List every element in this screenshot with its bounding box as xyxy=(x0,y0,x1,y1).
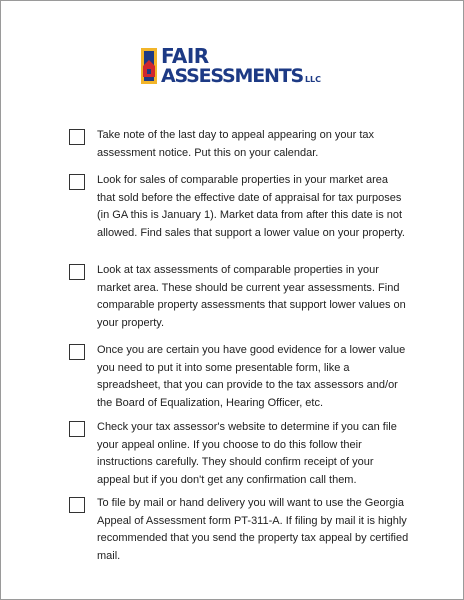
checklist-item-text: Look at tax assessments of comparable properties in your market area. These should be current year assessments. Find comparable property assessments that support lower values on your property. xyxy=(97,264,406,329)
checkbox[interactable] xyxy=(69,174,85,190)
checkbox[interactable] xyxy=(69,344,85,360)
checklist-item-text: Check your tax assessor's website to determine if you can file your appeal online. If you choose to do this follow their instructions carefully. They should confirm receipt of your appeal but if you don't get any confirmation call them. xyxy=(97,421,397,486)
logo-text-fair: FAIR xyxy=(161,44,209,68)
logo-text-llc: LLC xyxy=(304,75,322,84)
checkbox[interactable] xyxy=(69,497,85,513)
house-logo-icon xyxy=(139,46,159,86)
checklist-item-text: Look for sales of comparable properties in your market area that sold before the effective date of appraisal for tax purposes (in GA this is January 1). Market data from after this date is not allowed. Find sales that support a lower value on your property. xyxy=(97,174,405,239)
checklist-item-text: Once you are certain you have good evidence for a lower value you need to put it into some presentable form, like a spreadsheet, that you can provide to the tax assessors and/or the Board of Equalization, Hearing Officer, etc. xyxy=(97,344,406,409)
logo-text-assessments xyxy=(161,66,321,90)
checkbox[interactable] xyxy=(69,421,85,437)
checklist-item-text: Take note of the last day to appeal appearing on your tax assessment notice. Put this on your calendar. xyxy=(97,129,375,159)
checkbox[interactable] xyxy=(69,264,85,280)
checkbox[interactable] xyxy=(69,129,85,145)
checklist-item-text: To file by mail or hand delivery you will want to use the Georgia Appeal of Assessment form PT-311-A. If filing by mail it is highly recommended that you send the property tax appeal by certified mail. xyxy=(97,497,409,562)
logo-text-assessments-main: ASSESSMENTS xyxy=(161,65,303,87)
company-logo xyxy=(139,44,322,88)
